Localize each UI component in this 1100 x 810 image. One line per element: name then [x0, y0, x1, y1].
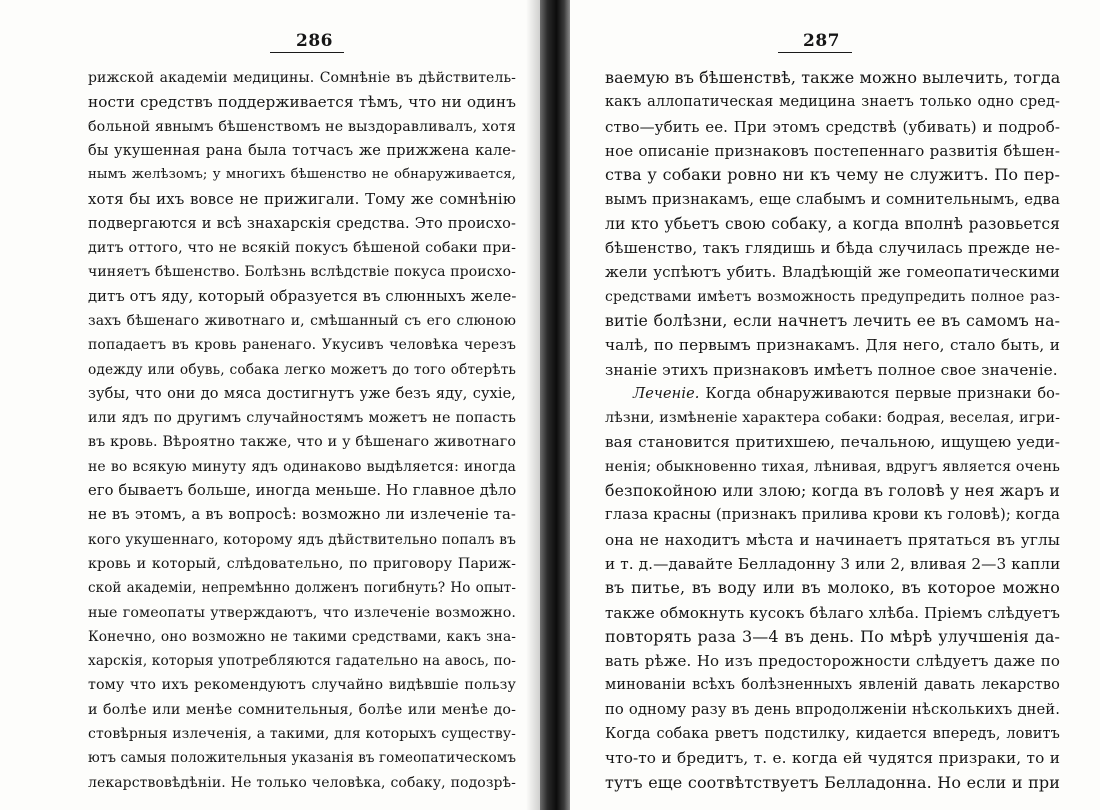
text-line: глаза красны (признакъ прилива крови къ головѣ); когда — [605, 506, 1060, 524]
text-line: зубы, что они до мяса достигнутъ уже безъ яду, сухіе, — [88, 385, 516, 402]
text-line: по одному разу въ день впродолженіи нѣсколькихъ дней. — [605, 700, 1060, 718]
text-line: хотя бы ихъ вовсе не прижигали. Тому же сомнѣнію — [88, 190, 516, 209]
text-line: и болѣе или менѣе сомнительныя, болѣе или менѣе до- — [88, 701, 516, 718]
text-line: повторять раза 3—4 въ день. По мѣрѣ улучшенія да- — [605, 626, 1060, 646]
text-line: ства у собаки ровно ни къ чему не служитъ. По пер- — [605, 165, 1060, 185]
page-number: 287 — [803, 31, 840, 51]
header-rule — [270, 52, 344, 53]
text-line: витіе болѣзни, если начнетъ лечить ее въ самомъ на- — [605, 310, 1060, 330]
text-line: или ядъ по другимъ случайностямъ можетъ не попасть — [88, 410, 516, 427]
text-line: не въ этомъ, а въ вопросѣ: возможно ли излеченіе та- — [88, 506, 516, 524]
text-line: безпокойною или злою; когда въ головѣ у нея жаръ и — [605, 481, 1060, 501]
text-line: харскія, которыя употребляются гадательно на авось, по- — [88, 653, 516, 670]
text-line: жели успѣютъ убить. Владѣющій же гомеопатическими — [605, 263, 1060, 282]
text-line: дитъ отъ яду, который образуется въ слюнныхъ желе- — [88, 287, 517, 305]
text-line: бѣшенство, такъ глядишь и бѣда случилась прежде не- — [605, 239, 1060, 258]
text-line: что-то и бредитъ, т. е. когда ей чудятся призраки, то и — [605, 749, 1060, 768]
text-line: бы укушенная рана была тотчасъ же прижжена кале- — [88, 142, 516, 159]
text-line: Когда собака рветъ подстилку, кидается впередъ, ловитъ — [605, 726, 1060, 743]
text-line: ютъ самыя положительныя указанія въ гомеопатическомъ — [88, 750, 517, 767]
text-line: средствами имѣетъ возможность предупредить полное раз- — [605, 288, 1060, 305]
text-line: больной явнымъ бѣшенствомъ не выздоравливалъ, хотя — [88, 118, 516, 135]
text-line: кровь и который, слѣдовательно, по приговору Париж- — [88, 555, 516, 572]
text-line: ное описаніе признаковъ постепеннаго развитія бѣшен- — [605, 141, 1060, 160]
text-line: стовѣрныя излеченія, а такими, для которыхъ существу- — [88, 726, 516, 743]
text-line — [605, 382, 1060, 406]
text-line: чиняетъ бѣшенство. Болѣзнь вслѣдствіе покуса происхо- — [88, 264, 516, 281]
text-line: минованіи всѣхъ болѣзненныхъ явленій давать лекарство — [605, 677, 1060, 694]
text-line: знаніе этихъ признаковъ имѣетъ полное свое значеніе. — [605, 360, 1058, 379]
page-body-text — [605, 66, 1060, 795]
text-line: она не находитъ мѣста и начинаетъ прятаться въ углы — [605, 530, 1060, 549]
text-line: ваемую въ бѣшенствѣ, также можно вылечить, тогда — [605, 68, 1061, 87]
text-line: не во всякую минуту ядъ одинаково выдѣляется: иногда — [88, 458, 516, 475]
left-page — [0, 0, 540, 810]
text-line: ской академіи, непремѣнно долженъ погибнуть? Но опыт- — [88, 580, 516, 597]
section-subheading: Леченіе. — [633, 385, 700, 402]
text-line: въ кровь. Вѣроятно также, что и у бѣшенаго животнаго — [88, 434, 516, 451]
text-line: какъ аллопатическая медицина знаетъ только одно сред- — [605, 94, 1060, 111]
text-line: одежду или обувь, собака легко можетъ до того обтерѣть — [88, 361, 516, 378]
text-line: его бываетъ больше, иногда меньше. Но главное дѣло — [88, 482, 517, 500]
text-line: подвергаются и всѣ знахарскія средства. Это происхо- — [88, 215, 516, 232]
page-edge-shadow — [526, 0, 540, 810]
right-page — [570, 0, 1100, 810]
text-line: въ питье, въ воду или въ молоко, въ которое можно — [605, 578, 1060, 598]
text-line: кого укушеннаго, которому ядъ дѣйствительно попалъ въ — [88, 531, 516, 548]
text-line: ство—убить ее. При этомъ средствѣ (убивать) и подроб- — [605, 117, 1060, 136]
text-line: ные гомеопаты утверждаютъ, что излеченіе возможно. — [88, 604, 516, 621]
text-line: ности средствъ поддерживается тѣмъ, что ни одинъ — [88, 93, 516, 112]
text-line: лѣзни, измѣненіе характера собаки: бодрая, веселая, игри- — [605, 410, 1060, 427]
text-line: вая становится притихшею, печальною, ищущею уеди- — [605, 433, 1060, 452]
header-rule — [778, 52, 852, 53]
text-line: чалѣ, по первымъ признакамъ. Для него, стало быть, и — [605, 336, 1060, 355]
text-line: попадаетъ въ кровь раненаго. Укусивъ человѣка черезъ — [88, 337, 516, 354]
page-number: 286 — [296, 31, 333, 51]
text-line: Конечно, оно возможно не такими средствами, какъ зна- — [88, 628, 516, 645]
text-line: ли кто убьетъ свою собаку, а когда вполнѣ разовьется — [605, 214, 1060, 233]
text-line: также обмокнуть кусокъ бѣлаго хлѣба. Пріемъ слѣдуетъ — [605, 603, 1060, 622]
text-line: вымъ признакамъ, еще слабымъ и сомнительнымъ, едва — [605, 190, 1060, 209]
page-body-text — [88, 66, 516, 795]
book-gutter — [540, 0, 570, 810]
text-line: рижской академіи медицины. Сомнѣніе въ дѣйствитель- — [88, 70, 516, 86]
text-line: нымъ желѣзомъ; у многихъ бѣшенство не обнаруживается, — [88, 167, 516, 183]
text-line: вать рѣже. Но изъ предосторожности слѣдуетъ даже по — [605, 652, 1060, 671]
text-line: лекарствовѣдѣніи. Не только человѣка, собаку, подозрѣ- — [88, 774, 516, 791]
text-line: и т. д.—давайте Белладонну 3 или 2, вливая 2—3 капли — [605, 554, 1061, 573]
text-line: захъ бѣшенаго животнаго и, смѣшанный съ его слюною — [88, 312, 516, 329]
text-line: тому что ихъ рекомендуютъ случайно видѣвшіе пользу — [88, 677, 516, 694]
text-run: Когда обнаруживаются первые признаки бо- — [705, 385, 1060, 402]
text-line: дитъ оттого, что не всякій покусъ бѣшеной собаки при- — [88, 240, 516, 257]
text-line: тутъ еще соотвѣтствуетъ Белладонна. Но если и при — [605, 772, 1060, 792]
text-line: ненія; обыкновенно тихая, лѣнивая, вдругъ является очень — [605, 458, 1061, 475]
